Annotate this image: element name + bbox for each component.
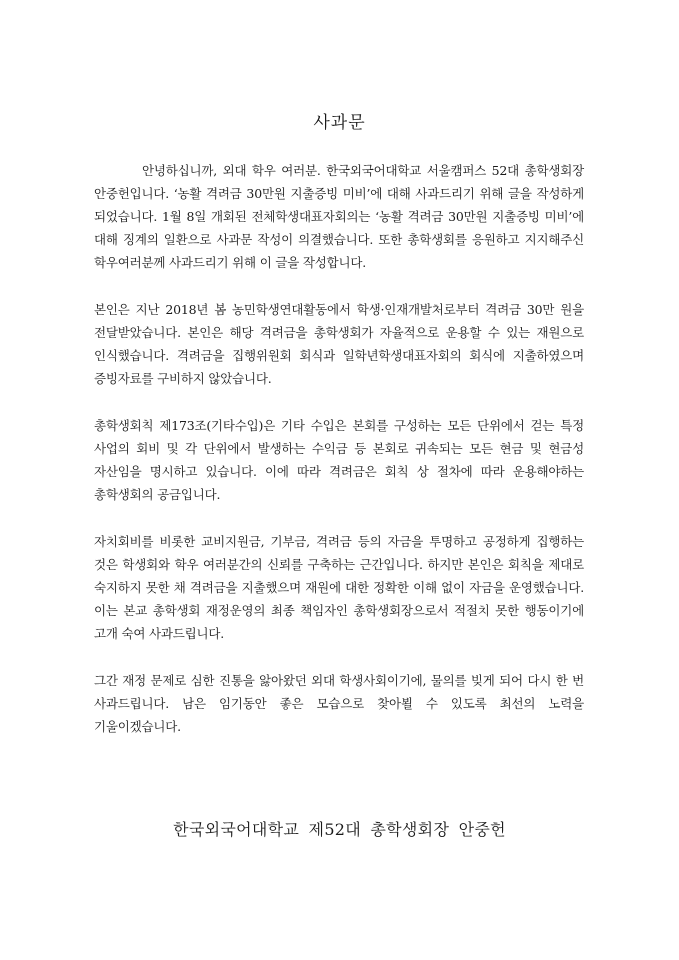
paragraph-greeting: 안녕하십니까, 외대 학우 여러분. 한국외국어대학교 서울캠퍼스 52대 총학생회장 안중헌입니다. ‘농활 격려금 30만원 지출증빙 미비’에 대해 사과드리기 위해 글을 작성하게 되었습니다. 1월 8일 개회된 전체학생대표자회의는 ‘농활 격려금 30만원 지출증빙 미비’에 대해 징계의 일환으로 사과문 작성이 의결했습니다. 또한 총학생회를 응원하고 지지해주신 학우여러분께 사과드리기 위해 이 글을 작성합니다. bbox=[94, 163, 584, 270]
paragraph-apology: 자치회비를 비롯한 교비지원금, 기부금, 격려금 등의 자금을 투명하고 공정하게 집행하는 것은 학생회와 학우 여러분간의 신뢰를 구축하는 근간입니다. 하지만 본인은 회칙을 제대로 숙지하지 못한 채 격려금을 지출했으며 재원에 대한 정확한 이해 없이 자금을 운영했습니다. 이는 본교 총학생회 재정운영의 최종 책임자인 총학생회장으로서 적절치 못한 행동이기에 고개 숙여 사과드립니다. bbox=[94, 534, 584, 641]
document-body bbox=[94, 159, 584, 762]
paragraph-bylaw: 총학생회칙 제173조(기타수입)은 기타 수입은 본회를 구성하는 모든 단위에서 걷는 특정 사업의 회비 및 각 단위에서 발생하는 수익금 등 본회로 귀속되는 모든 현금 및 현금성 자산임을 명시하고 있습니다. 이에 따라 격려금은 회칙 상 절차에 따라 운용해야하는 총학생회의 공금입니다. bbox=[94, 418, 584, 502]
paragraph-incident: 본인은 지난 2018년 봄 농민학생연대활동에서 학생·인재개발처로부터 격려금 30만 원을 전달받았습니다. 본인은 해당 격려금을 총학생회가 자율적으로 운용할 수 있는 재원으로 인식했습니다. 격려금을 집행위원회 회식과 일학년학생대표자회의 회식에 지출하였으며 증빙자료를 구비하지 않았습니다. bbox=[94, 302, 584, 386]
document-title: 사과문 bbox=[313, 113, 366, 133]
paragraph-closing: 그간 재정 문제로 심한 진통을 앓아왔던 외대 학생사회이기에, 물의를 빚게 되어 다시 한 번 사과드립니다. 남은 임기동안 좋은 모습으로 찾아뵐 수 있도록 최선의 노력을 기울이겠습니다. bbox=[94, 673, 584, 734]
signature-line: 한국외국어대학교 제52대 총학생회장 안중헌 bbox=[173, 820, 506, 839]
